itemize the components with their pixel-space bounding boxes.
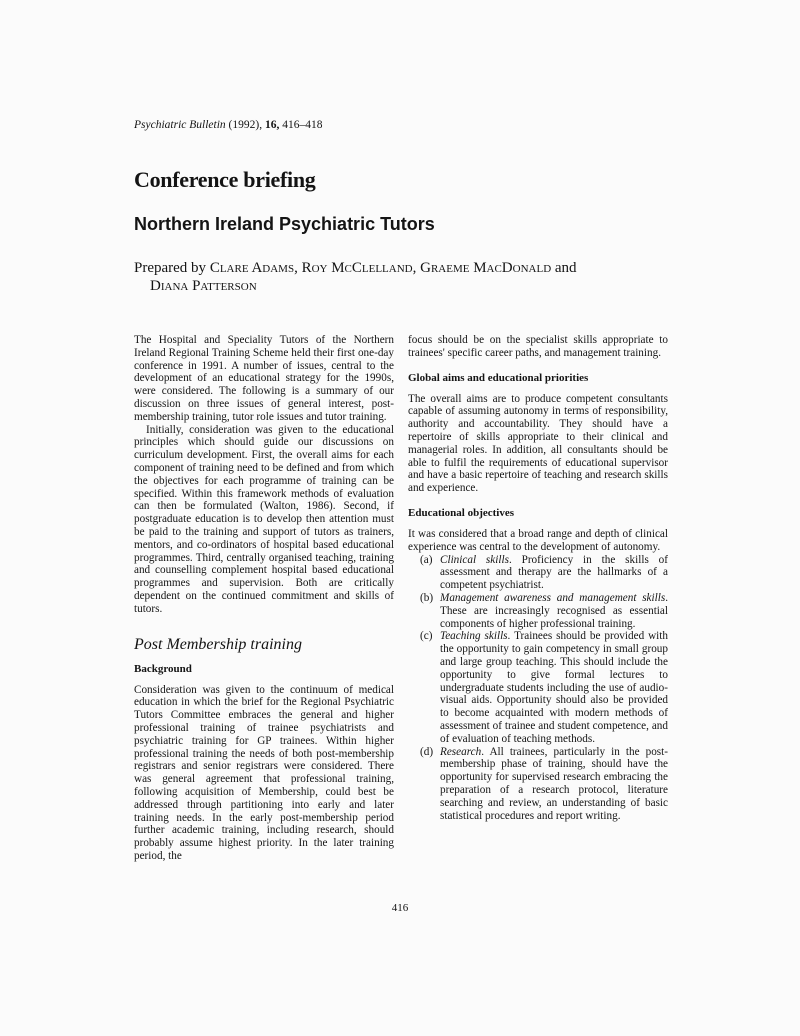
journal-name: Psychiatric Bulletin [134, 119, 226, 131]
journal-volume: 16, [264, 119, 280, 131]
journal-citation [134, 118, 322, 132]
author-list [134, 259, 654, 295]
objectives-list [408, 554, 668, 823]
objective-marker: (b) [420, 591, 434, 604]
objective-label: Research [440, 745, 482, 758]
objective-item [408, 554, 668, 592]
objective-text: . Trainees should be provided with the opportunity to gain competency in small group and large group teaching. This should include the opportunity to give formal lectures to undergraduate students including the use of audio-visual aids. Opportunity should also be provided to become acquainted with modern methods of assessment of trainee and student competence, and of evaluation of teaching methods. [440, 630, 668, 745]
objective-label: Teaching skills [440, 630, 508, 643]
objective-item [408, 630, 668, 745]
right-column [408, 334, 668, 822]
authors-line2: Diana Patterson [150, 278, 257, 294]
left-column [134, 334, 394, 863]
objective-label: Clinical skills [440, 553, 509, 566]
objective-marker: (c) [420, 630, 433, 643]
authors-prefix: Prepared by [134, 260, 210, 276]
page-number: 416 [391, 902, 409, 914]
heading-educational-objectives: Educational objectives [408, 506, 515, 519]
objective-text: . All trainees, particularly in the post-membership phase of training, should have the opportunity for supervised research embracing the preparation of a research protocol, literature searching and review, an understanding of basic statistical procedures and report writing. [440, 745, 668, 822]
objective-text: . These are increasingly recognised as essential components of higher professional training. [440, 591, 668, 630]
principles-paragraph: Initially, consideration was given to the educational principles which should guide our discussions on curriculum development. First, the overall aims for each component of training need to be defined and from which the objectives for each programme of training can be specified. Within this framework methods of evaluation can then be formulated (Walton, 1986). Second, if postgraduate education is to develop then attention must be paid to the training and support of tutors as trainers, mentors, and co-ordinators of hospital based educational programmes. Third, centrally organised teaching, training and counselling complement hospital based educational programmes and supervision. Both are critically dependent on the continued commitment and skills of tutors. [134, 423, 394, 615]
objective-marker: (a) [420, 553, 433, 566]
journal-year: (1992), [225, 119, 265, 131]
objective-text: . Proficiency in the skills of assessment and therapy are the hallmarks of a competent psychiatrist. [440, 553, 669, 592]
journal-pages: 416–418 [279, 119, 323, 131]
article-subtitle: Northern Ireland Psychiatric Tutors [134, 214, 435, 234]
heading-global-aims: Global aims and educational priorities [408, 371, 589, 384]
authors-line1: Clare Adams, Roy McClelland, Graeme MacDonald [209, 260, 552, 276]
intro-paragraph: The Hospital and Speciality Tutors of the Northern Ireland Regional Training Scheme held their first one-day conference in 1991. A number of issues, central to the development of an educational strategy for the 1990s, were considered. The following is a summary of our discussion on three issues of general interest, post-membership training, tutor role issues and tutor training. [134, 334, 394, 423]
objective-marker: (d) [420, 745, 434, 758]
objective-label: Management awareness and management skills [440, 591, 666, 604]
background-paragraph: Consideration was given to the continuum of medical education in which the brief for the Regional Psychiatric Tutors Committee embraces the general and higher professional training of trainee psychiatrists and psychiatric training for GP trainees. Within higher professional training the needs of both post-membership registrars and senior registrars were considered. There was general agreement that professional training, following acquisition of Membership, could best be addressed through partitioning into early and later training needs. In the early post-membership period further academic training, including research, should probably assume highest priority. In the later training period, the [134, 683, 394, 862]
authors-and: and [551, 260, 577, 276]
section-title-post-membership: Post Membership training [134, 635, 302, 653]
objective-item [408, 746, 668, 823]
continued-paragraph: focus should be on the specialist skills appropriate to trainees' specific career paths, and management training. [408, 334, 668, 359]
objective-item [408, 592, 668, 630]
aims-paragraph: The overall aims are to produce competent consultants capable of assuming autonomy in terms of responsibility, authority and accountability. They should have a repertoire of skills appropriate to their clinical and managerial roles. In addition, all consultants should be able to fulfil the requirements of educational supervisor and have a basic repertoire of teaching and research skills and experience. [408, 392, 668, 495]
objectives-intro: It was considered that a broad range and depth of clinical experience was central to the development of autonomy. [408, 527, 668, 553]
heading-background: Background [134, 662, 192, 675]
article-title: Conference briefing [134, 167, 316, 192]
